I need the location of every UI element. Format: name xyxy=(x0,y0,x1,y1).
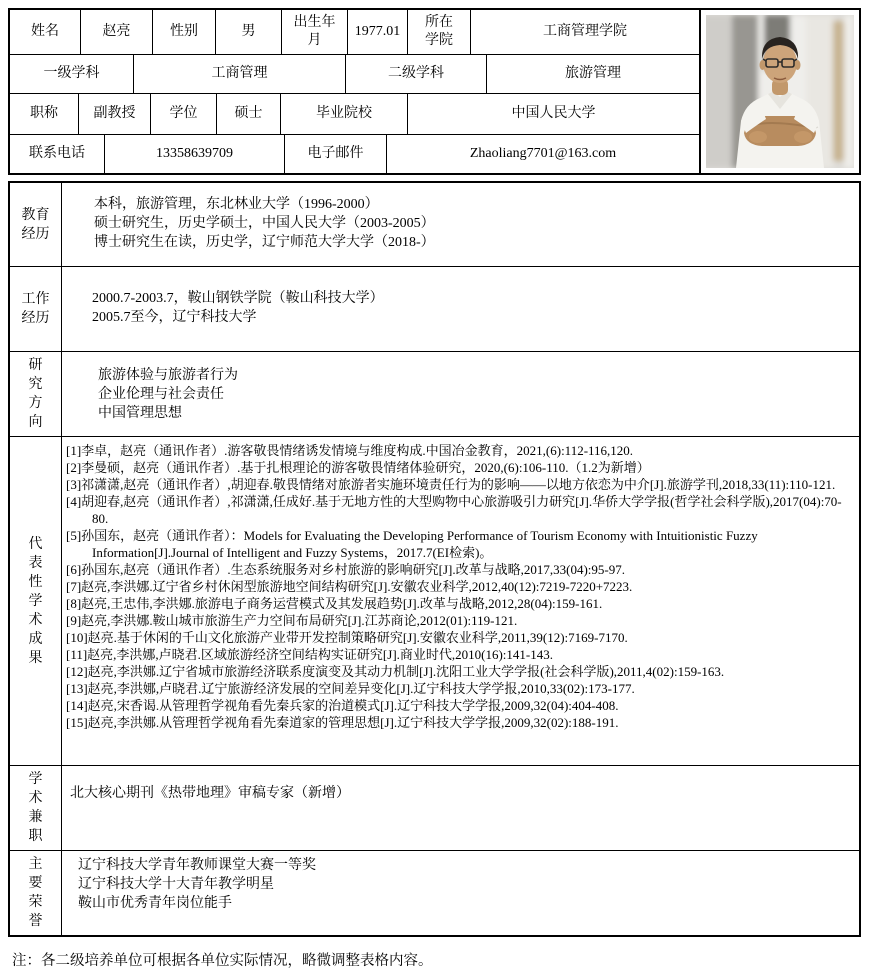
work-content xyxy=(62,267,859,351)
education-line: 硕士研究生，历史学硕士，中国人民大学（2003-2005） xyxy=(94,216,435,231)
discipline1-label: 一级学科 xyxy=(43,66,100,81)
table-row xyxy=(10,134,699,173)
publications-label: 代表性学术成果 xyxy=(10,437,62,765)
table-row xyxy=(10,93,699,134)
alma-mater-value: 中国人民大学 xyxy=(407,94,699,134)
academic-content xyxy=(62,766,859,850)
email-label: 电子邮件 xyxy=(284,135,386,173)
work-line: 2000.7-2003.7，鞍山钢铁学院（鞍山科技大学） xyxy=(92,291,384,306)
college-value: 工商管理学院 xyxy=(470,10,699,54)
research-line: 旅游体验与旅游者行为 xyxy=(98,368,238,383)
publications-row xyxy=(10,436,859,765)
gender-label: 性别 xyxy=(152,10,215,54)
education-line: 本科，旅游管理，东北林业大学（1996-2000） xyxy=(94,197,379,212)
detail-sections-table xyxy=(8,181,861,937)
publication-item: [5]孙国东，赵亮（通讯作者）：Models for Evaluating the Developing Performance of Tourism Economy with Intuitionistic Fuzzy Information[J].Journal of Intelligent and Fuzzy Systems，2017.7(EI检索)。 xyxy=(66,528,758,560)
publication-item: [4]胡迎春,赵亮（通讯作者）,祁潇潇,任成好.基于无地方性的大型购物中心旅游吸引力研究[J].华侨大学学报(哲学社会科学版),2017(04):70-80. xyxy=(66,494,842,526)
research-label: 研究方向 xyxy=(10,352,62,436)
honor-line: 辽宁科技大学十大青年教学明星 xyxy=(78,877,274,892)
publication-item: [14]赵亮,宋香谒.从管理哲学视角看先秦兵家的治道模式[J].辽宁科技大学学报,2009,32(04):404-408. xyxy=(66,698,619,713)
table-row xyxy=(10,10,699,54)
honor-line: 鞍山市优秀青年岗位能手 xyxy=(78,896,232,911)
name-value: 赵亮 xyxy=(80,10,152,54)
research-line: 企业伦理与社会责任 xyxy=(98,387,224,402)
honors-content xyxy=(62,851,859,935)
table-row xyxy=(10,54,699,93)
photo-cell xyxy=(699,8,861,175)
education-row xyxy=(10,183,859,266)
publication-item: [11]赵亮,李洪娜,卢晓君.区域旅游经济空间结构实证研究[J].商业时代,2010(16):141-143. xyxy=(66,647,553,662)
publication-item: [12]赵亮,李洪娜.辽宁省城市旅游经济联系度演变及其动力机制[J].沈阳工业大学学报(社会科学版),2011,4(02):159-163. xyxy=(66,664,725,679)
honors-label: 主要荣誉 xyxy=(10,851,62,935)
profile-photo xyxy=(706,15,854,168)
footnote: 注：各二级培养单位可根据各单位实际情况，略微调整表格内容。 xyxy=(12,953,433,969)
phone-value: 13358639709 xyxy=(104,135,284,173)
publication-item: [1]李卓，赵亮（通讯作者）.游客敬畏情绪诱发情境与维度构成.中国冶金教育，2021,(6):112-116,120. xyxy=(66,443,634,458)
title-label: 职称 xyxy=(30,106,58,121)
education-label: 教育经历 xyxy=(10,183,62,266)
work-line: 2005.7至今，辽宁科技大学 xyxy=(92,310,257,325)
education-content xyxy=(62,183,859,266)
gender-value: 男 xyxy=(215,10,281,54)
degree-value: 硕士 xyxy=(216,94,280,134)
phone-label: 联系电话 xyxy=(29,146,85,161)
college-label: 所在学院 xyxy=(407,10,470,54)
basic-info-grid xyxy=(8,8,701,175)
academic-line: 北大核心期刊《热带地理》审稿专家（新增） xyxy=(70,786,350,801)
birth-label: 出生年月 xyxy=(281,10,347,54)
publication-item: [9]赵亮,李洪娜.鞍山城市旅游生产力空间布局研究[J].江苏商论,2012(01):119-121. xyxy=(66,613,518,628)
basic-info-table xyxy=(8,8,861,175)
publication-item: [7]赵亮,李洪娜.辽宁省乡村休闲型旅游地空间结构研究[J].安徽农业科学,2012,40(12):7219-7220+7223. xyxy=(66,579,633,594)
publication-item: [10]赵亮.基于休闲的千山文化旅游产业带开发控制策略研究[J].安徽农业科学,2011,39(12):7169-7170. xyxy=(66,630,628,645)
degree-label: 学位 xyxy=(150,94,216,134)
research-line: 中国管理思想 xyxy=(98,406,182,421)
title-value: 副教授 xyxy=(78,94,150,134)
discipline2-label: 二级学科 xyxy=(345,55,486,93)
honor-line: 辽宁科技大学青年教师课堂大赛一等奖 xyxy=(78,858,316,873)
publication-item: [2]李曼硕，赵亮（通讯作者）.基于扎根理论的游客敬畏情绪体验研究，2020,(6):106-110.（1.2为新增） xyxy=(66,460,650,475)
birth-value: 1977.01 xyxy=(347,10,407,54)
publication-item: [3]祁潇潇,赵亮（通讯作者）,胡迎春.敬畏情绪对旅游者实施环境责任行为的影响——以地方依恋为中介[J].旅游学刊,2018,33(11):110-121. xyxy=(66,477,836,492)
research-row xyxy=(10,351,859,436)
discipline1-value: 工商管理 xyxy=(133,55,345,93)
work-label: 工作经历 xyxy=(10,267,62,351)
publication-item: [15]赵亮,李洪娜.从管理哲学视角看先秦道家的管理思想[J].辽宁科技大学学报,2009,32(02):188-191. xyxy=(66,715,619,730)
work-row xyxy=(10,266,859,351)
publication-item: [8]赵亮,王忠伟,李洪娜.旅游电子商务运营模式及其发展趋势[J].改革与战略,2012,28(04):159-161. xyxy=(66,596,603,611)
academic-label: 学术兼职 xyxy=(10,766,62,850)
academic-row xyxy=(10,765,859,850)
education-line: 博士研究生在读，历史学，辽宁师范大学大学（2018-） xyxy=(94,235,435,250)
honors-row xyxy=(10,850,859,935)
publication-item: [6]孙国东,赵亮（通讯作者）.生态系统服务对乡村旅游的影响研究[J].改革与战略,2017,33(04):95-97. xyxy=(66,562,625,577)
name-label: 姓名 xyxy=(31,24,59,39)
publication-item: [13]赵亮,李洪娜,卢晓君.辽宁旅游经济发展的空间差异变化[J].辽宁科技大学学报,2010,33(02):173-177. xyxy=(66,681,635,696)
research-content xyxy=(62,352,859,436)
email-value: Zhaoliang7701@163.com xyxy=(386,135,699,173)
alma-mater-label: 毕业院校 xyxy=(280,94,407,134)
discipline2-value: 旅游管理 xyxy=(486,55,699,93)
publications-content xyxy=(62,437,859,765)
